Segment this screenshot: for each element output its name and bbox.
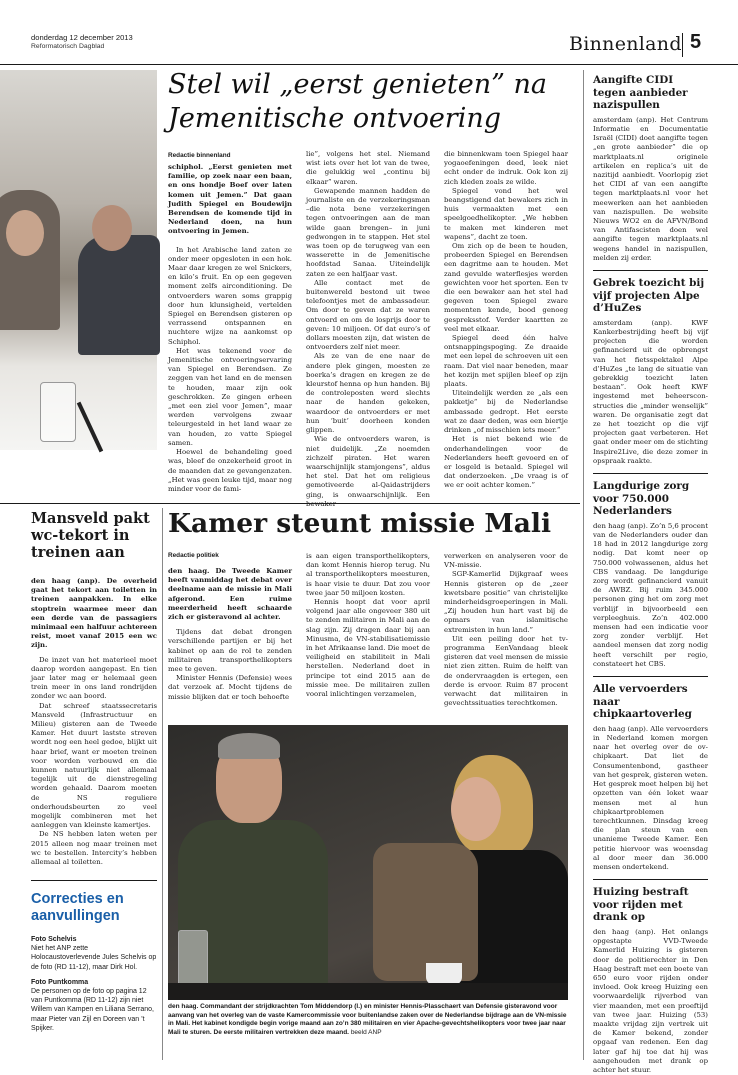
table-glasses <box>40 382 76 442</box>
sidebar <box>593 74 709 1074</box>
correction-title: Foto Schelvis <box>31 936 77 943</box>
sidebar-item-text: amsterdam (anp). Het Centrum Informatie en Documentatie Israël (CIDI) doet aangifte tegen „en grote aanbieder” die op marktplaats.nl originele artikelen en replica’s uit de nazitijd aanbiedt. Voorlopig ziet het CIDI af van een aangifte tegen marktplaats.nl voor het meewerken aan het aanbieden van nazispullen. De website Nieuws WO2 en de AFVN/Bond van Antifascisten doen wel aangifte tegen marktplaats.nl wegens handel in nazispullen, melden zij erder. <box>593 115 708 262</box>
paragraph: Spiegel vond het wel beangstigend dat bewakers zich in huis vermaakten met een speelgoedhelikopter. „We hebben te maken met kinderen met wapens”, dacht ze toen. <box>444 186 568 241</box>
sidebar-item <box>593 277 708 466</box>
masthead-paper: Reformatorisch Dagblad <box>31 43 105 50</box>
table-surface <box>168 983 568 1000</box>
paragraph: lie”, volgens het stel. Niemand wist iets over het lot van de twee, die gelukkig wel „continu bij elkaar” waren. <box>306 150 430 186</box>
corrections-title: Correcties en aanvullingen <box>31 891 124 924</box>
sidebar-item-text: amsterdam (anp). KWF Kankerbestrijding heeft bij vijf projecten die worden gefinancierd uit de opbrengst van het fietsspektakel Alpe d’HuZes „te lang de situatie van gebrekkig toezicht laten bestaan”. Ook heeft KWF ingestemd met beheersconstructies die „minder wenselijk” waren. De organisatie zegt dat ze het toezicht op die vijf projecten gaat verbeteren. Het gaat onder meer om de stichting Inspire2Live, die deze zomer in opspraak raakte. <box>593 318 708 465</box>
corrections-list <box>31 935 157 1055</box>
masthead-date: donderdag 12 december 2013 <box>31 33 133 42</box>
byline-hostage: Redactie binnenland <box>168 152 231 159</box>
sidebar-item-title: Gebrek toezicht bij vijf projecten Alpe d’HuZes <box>593 277 705 315</box>
handbag <box>373 843 478 981</box>
sidebar-item <box>593 74 708 263</box>
caption-credit: beeld ANP <box>350 1028 382 1036</box>
person-right-head <box>92 205 132 251</box>
paragraph: die binnenkwam toen Spiegel haar yogaoefeningen deed, leek niet echt onder de indruk. Ook kon zij zich kleden zoals ze wilde. <box>444 150 568 186</box>
minister-face <box>451 777 501 841</box>
sidebar-item <box>593 683 708 872</box>
paragraph: Het was tekenend voor de Jemenitische ontvoeringservaring van Spiegel en Berendsen. Ze zeggen van het land en de mensen te houden, maar zijn ook geschrokken. Ze gingen erheen „met een ziel voor Jemen”, maar werden vervolgens zwaar teleurgesteld in het land waar ze van houden, zo vatte Spiegel samen. <box>168 346 292 447</box>
mali-col-2 <box>306 552 430 719</box>
headline-mali: Kamer steunt missie Mali <box>168 508 552 539</box>
mali-lead: den haag. De Tweede Kamer heeft vanmiddag het debat over deelname aan de missie in Mali afgerond. Een ruime meerderheid heeft schaarde zich er gisteravond al achter. <box>168 567 292 622</box>
corrections-rule <box>31 880 157 881</box>
page-number: 5 <box>690 31 702 53</box>
paragraph: Het is niet bekend wie de onderhandelingen voor de Nederlanders heeft gevoerd en of er losgeld is betaald. Spiegel wil dat onderzoeken. „De vraag is of we er ooit achter komen.” <box>444 435 568 490</box>
paragraph: Hennis hoopt dat voor april volgend jaar alle ongeveer 380 uit te zenden militairen in Mali aan de slag zijn. Zij dragen daar bij aan Minusma, de VN-stabilisatiemissie in het Afrikaanse land. Die moet de veiligheid en stabiliteit in Mali herstellen. Nederland doet in principe tot eind 2015 aan de missie mee. De militairen zullen vooral inlichtingen verzamelen, <box>306 598 430 699</box>
sidebar-item-divider <box>593 879 708 880</box>
paragraph: Wie de ontvoerders waren, is niet duidelijk. „Ze noemden zichzelf piraten. Het waren waarschijnlijk stamjongens”, aldus het stel. Dat het om religieus gemotiveerde al-Qaidastrijders ging, is onwaarschijnlijk. Een <box>306 435 430 499</box>
paragraph: verwerken en analyseren voor de VN-missie. <box>444 552 568 570</box>
sidebar-item-text: den haag (anp). Het onlangs opgestapte VVD-Tweede Kamerlid Huizing is gisteren door de politierechter in Den Haag bestraft met een boete van 650 euro voor rijden onder invloed. Ook kreeg Huizing een voorwaardelijk rijverbod van vier maanden, met een proeftijd van twee jaar. Huizing (53) maakte vrijdag zijn vertrek uit de Kamer bekend, zonder opgaaf van redenen. Een dag later gaf hij toe dat hij was aangehouden met drank op achter het stuur. <box>593 927 709 1074</box>
sidebar-item-title: Huizing bestraft voor rijden met drank op <box>593 886 689 924</box>
sidebar-item-title: Alle vervoerders naar chipkaartoverleg <box>593 683 692 721</box>
mali-col-3 <box>444 552 568 719</box>
hostage-lead: schiphol. „Eerst genieten met familie, op zoek naar een baan, en ons hondje Boef over laten komen uit Jemen.” Dat gaan Judith Spiegel en Boudewijn Berendsen de komende tijd in Nederland doen, na hun ontvoering in Jemen. <box>168 163 292 236</box>
paragraph: Uit een peiling door het tv-programma EenVandaag bleek gisteren dat veel mensen de missie niet zien zitten. Ruim de helft van de ondervraagden is ertegen, een derde is ervoor. Ruim 87 procent verwacht dat militairen in gevechtssituaties terechtkomen. <box>444 634 568 708</box>
sidebar-item-title: Aangifte CIDI tegen aanbieder nazispullen <box>593 74 688 112</box>
correction-title: Foto Puntkomma <box>31 978 89 986</box>
headline-hostage-line1: Stel wil „eerst genieten” na <box>168 69 548 100</box>
microphone <box>77 402 103 453</box>
correction-text: De personen op de foto op pagina 12 van Puntkomma (RD 11-12) zijn niet Willem van Kampen en Liliana Serrano, maar Pieter van Zijl en Doreen van ’t Spijker. <box>31 988 154 1032</box>
sidebar-item-title: Langdurige zorg voor 750.000 Nederlanders <box>593 480 690 518</box>
byline-mali: Redactie politiek <box>168 552 219 559</box>
sidebar-item-text: den haag (anp). Alle vervoerders in Nederland komen morgen naar het overleg over de ov-chipkaart. Dat liet de Consumentenbond, gastheer van het gesprek, gisteren weten. Het gesprek moet helpen bij het opzetten van één loket waar mensen met al hun chipkaartproblemen terechtkunnen. Dinsdag kreeg die plan steun van een unanieme Tweede Kamer. Een petitie hiervoor was woensdag al door meer dan 36.000 mensen ondertekend. <box>593 724 708 871</box>
person-left-head <box>6 210 44 256</box>
photo-press-conference <box>0 70 157 450</box>
sidebar-rule <box>583 70 584 1060</box>
photo-middendorp-hennis <box>168 725 568 1000</box>
paragraph: Om zich op de been te houden, probeerden Spiegel en Berendsen een dagritme aan te houden. Met zand gevulde waterflesjes werden gewichten voor het sporten. Een tv die een bewaker aan het stel had gegeven toen Spiegel zware momenten kende, bood genoeg gespreksstof. Verder kaartten ze veel met elkaar. <box>444 242 568 333</box>
hostage-col-2 <box>306 150 430 499</box>
sidebar-item <box>593 886 708 1075</box>
paragraph: Minister Hennis (Defensie) wees dat verzoek af. Mocht tijdens de missie blijken dat er toch behoefte <box>168 674 292 701</box>
masthead-rule <box>0 64 738 65</box>
paragraph: In het Arabische land zaten ze onder meer opgesloten in een hok. Maar daar kregen ze wel Snickers, en kilo’s fruit. En op een gegeven moment zelfs airconditioning. De ontvoerders waren soms grappig door hun klunsigheid, vertelden Spiegel en Berendsen gisteren op verrassend ontspannen en nuchtere wijze na aankomst op Schiphol. <box>168 245 292 346</box>
headline-hostage <box>168 68 568 136</box>
sidebar-item-divider <box>593 270 708 271</box>
headline-mansveld: Mansveld pakt wc-tekort in treinen aan <box>31 510 150 561</box>
mansveld-body <box>31 577 157 867</box>
sidebar-item-text: den haag (anp). Zo’n 5,6 procent van de Nederlanders ouder dan 18 had in 2012 langdurige zorg nodig. Dat komt neer op 750.000 volwassenen, aldus het CBS vandaag. De langdurige zorg wordt gefinancierd vanuit de AWBZ. Bij ruim 345.000 personen ging het om zorg met verblijf in bijvoorbeeld een verpleeghuis. Zo’n 402.000 mensen had een indicatie voor zorg zonder verblijf. Het aandeel mensen dat zorg nodig heeft verschilt per regio, constateert het CBS. <box>593 521 708 668</box>
photo-caption <box>168 1003 568 1037</box>
paragraph: Als ze van de ene naar de andere plek gingen, moesten ze boerka’s dragen en kregen ze de kleurstof henna op hun handen. Bij de controleposten werd slechts naar de handen gekeken, waardoor de ontvoerders er met hun ‘buit’ doorheen konden glippen. <box>306 352 430 435</box>
column-rule-left <box>162 508 163 1060</box>
story-divider <box>0 503 580 504</box>
paragraph: is aan eigen transporthelikopters, dan komt Hennis hierop terug. Nu al transporthelikopters meesturen, is haar visie te duur. Dat zou voor twee jaar 50 miljoen kosten. <box>306 552 430 597</box>
section-divider <box>682 33 683 57</box>
coffee-cup <box>426 963 462 985</box>
mali-col-1 <box>168 567 292 719</box>
paragraph: Gewapende mannen hadden de journaliste en de verzekeringsman –die nota bene verzekeringen tegen ontvoeringen aan de man wilde gaan brengen– in juni gedwongen in te stappen. Het stel was toen op de terugweg van een wasserette in de Jemenitische hoofdstad Sanaa. Uiteindelijk zaten ze een halfjaar vast. <box>306 186 430 278</box>
paragraph: Spiegel deed één halve ontsnappingspoging. Ze draaide met een lepel de schroeven uit een raam. Dat viel naar beneden, maar het kozijn met spijlen bleef op zijn plaats. <box>444 334 568 389</box>
hostage-col-1 <box>168 163 292 499</box>
caption-text: den haag. Commandant der strijdkrachten Tom Middendorp (l.) en minister Hennis-Plasschaert van Defensie gisteravond voor aanvang van het overleg van de vaste Kamercommissie voor buitenlandse zaken over de Nederlandse bijdrage aan de VN-missie in Mali. Het kabinet kondigde begin vorige maand aan zo’n 380 militairen en vier Apache-gevechtshelikopters voor twee jaar naar Mali te sturen. De eerste militairen vertrekken deze maand. <box>168 1003 567 1036</box>
correction-text: Niet het ANP zette Holocaustoverlevende Jules Schelvis op de foto (RD 11-12), maar Dirk Hol. <box>31 945 157 971</box>
section-name: Binnenland <box>569 33 682 55</box>
hostage-col-3 <box>444 150 568 499</box>
paragraph: Hoewel de behandeling goed was, bleef de onzekerheid groot in de maanden dat ze gevangenzaten. „Het was geen leuke tijd, maar nog minder voor de fami- <box>168 448 292 493</box>
sidebar-item-divider <box>593 676 708 677</box>
sidebar-item-divider <box>593 473 708 474</box>
person-right-silhouette <box>78 235 160 355</box>
paragraph: Uiteindelijk werden ze „als een pakketje” bij de Nederlandse ambassade gedropt. Het eerste wat ze daar deden, was een biertje drinken „of misschien iets meer.” <box>444 389 568 435</box>
mansveld-lead: den haag (anp). De overheid gaat het tekort aan toiletten in treinen aanpakken. In elke stoptrein waarmee meer dan een derde van de passagiers minimaal een halfuur achtereen reist, moet vanaf 2015 een wc zijn. <box>31 577 157 650</box>
paragraph: De NS hebben laten weten per 2015 alleen nog maar treinen met wc te bestellen. Intercity’s hebben allemaal al toiletten. <box>31 830 157 867</box>
commander-hair <box>218 733 280 759</box>
paragraph: Alle contact met de buitenwereld bestond uit twee telefoontjes met de ambassadeur. Om door te geven dat ze waren ontvoerd en om de losprijs door te geven: 10 miljoen. Of dat euro’s of dollars moesten zijn, dat wisten de ontvoerders zelf niet meer. <box>306 278 430 352</box>
paragraph: SGP-Kamerlid Dijkgraaf wees Hennis gisteren op de „zeer kwetsbare positie” van christelijke minderheidsgroeperingen in Mali. „Zij houden hun hart vast bij de opmars van islamitische extremisten in hun land.” <box>444 570 568 634</box>
headline-hostage-line2: Jemenitische ontvoering <box>168 103 502 134</box>
sidebar-item <box>593 480 708 669</box>
paragraph: Tijdens dat debat drongen verschillende partijen er bij het kabinet op aan de rol te zenden militairen transporthelikopters mee te geven. <box>168 628 292 674</box>
paragraph: Dat schreef staatssecretaris Mansveld (Infrastructuur en Milieu) gisteren aan de Tweede Kamer. Het duurt lastste streven wordt nog een heel gedoe, blijkt uit haar brief, want er moeten treinen voor worden verbouwd en die kunnen natuurlijk niet allemaal tegelijk uit de dienstregeling worden gehaald. Daarom moeten de NS reguliere onderhoudsbeurten zo veel mogelijk combineren met het aanleggen van kleinste kamertjes. <box>31 701 157 830</box>
paragraph: De inzet van het materieel moet daarop worden aangepast. En tien jaar later mag er helemaal geen trein meer in ons land rondrijden zonder wc aan boord. <box>31 655 157 701</box>
